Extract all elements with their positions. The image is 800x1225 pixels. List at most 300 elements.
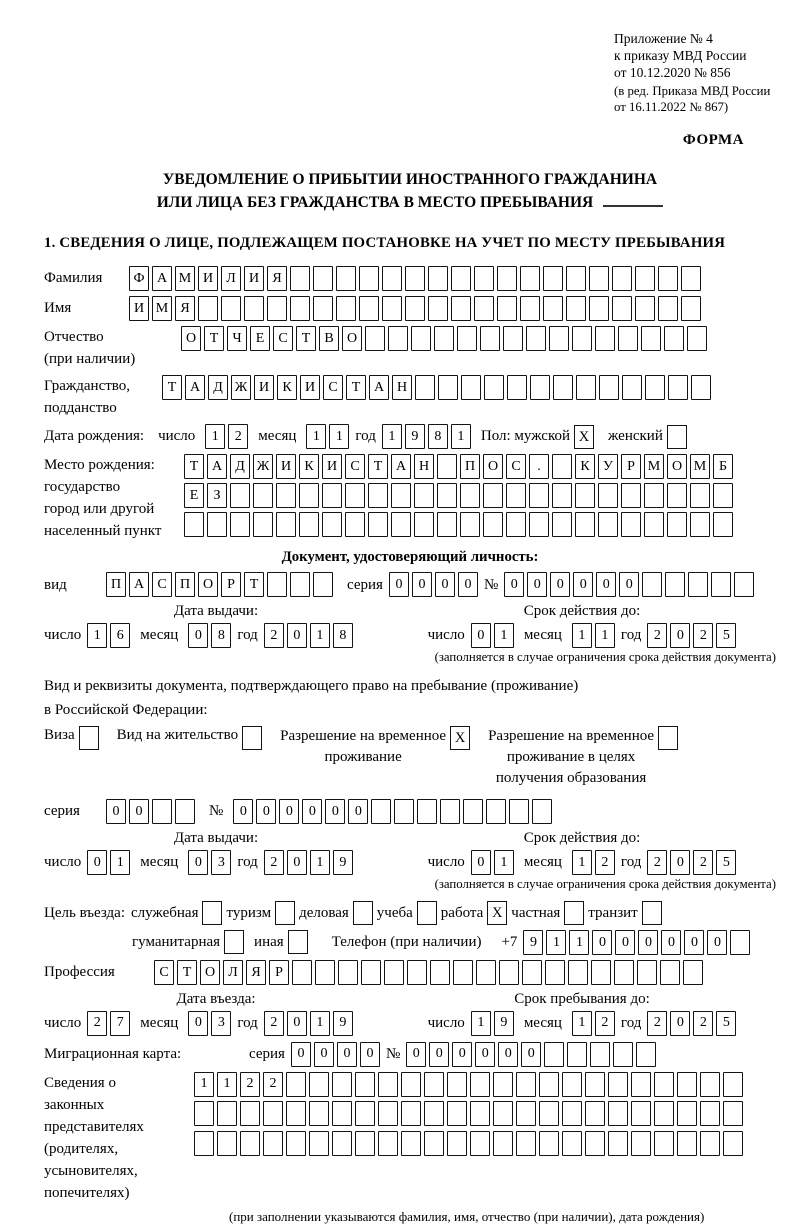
char-cell[interactable]: Л <box>223 960 243 985</box>
char-cell[interactable] <box>405 266 425 291</box>
stay-expiry-day-cells[interactable] <box>471 850 514 875</box>
char-cell[interactable] <box>681 266 701 291</box>
char-cell[interactable]: 0 <box>256 799 276 824</box>
char-cell[interactable] <box>589 266 609 291</box>
char-cell[interactable] <box>407 960 427 985</box>
char-cell[interactable] <box>506 512 526 537</box>
char-cell[interactable] <box>589 296 609 321</box>
char-cell[interactable] <box>552 512 572 537</box>
char-cell[interactable] <box>476 960 496 985</box>
char-cell[interactable] <box>332 1101 352 1126</box>
char-cell[interactable] <box>470 1101 490 1126</box>
char-cell[interactable]: 1 <box>382 424 402 449</box>
char-cell[interactable] <box>529 483 549 508</box>
char-cell[interactable]: О <box>181 326 201 351</box>
char-cell[interactable] <box>152 799 172 824</box>
char-cell[interactable]: С <box>345 454 365 479</box>
checkbox-female[interactable] <box>667 425 687 449</box>
char-cell[interactable]: 0 <box>638 930 658 955</box>
char-cell[interactable]: А <box>207 454 227 479</box>
char-cell[interactable] <box>483 512 503 537</box>
char-cell[interactable]: 0 <box>471 850 491 875</box>
char-cell[interactable] <box>598 512 618 537</box>
char-cell[interactable] <box>530 375 550 400</box>
char-cell[interactable] <box>677 1101 697 1126</box>
char-cell[interactable]: 1 <box>329 424 349 449</box>
char-cell[interactable] <box>267 296 287 321</box>
char-cell[interactable]: 2 <box>87 1011 107 1036</box>
char-cell[interactable] <box>585 1131 605 1156</box>
char-cell[interactable] <box>382 266 402 291</box>
char-cell[interactable]: И <box>276 454 296 479</box>
char-cell[interactable] <box>453 960 473 985</box>
char-cell[interactable]: 0 <box>233 799 253 824</box>
char-cell[interactable]: 2 <box>240 1072 260 1097</box>
migcard-series-cells[interactable] <box>291 1042 380 1067</box>
char-cell[interactable] <box>263 1131 283 1156</box>
representatives-row2-cells[interactable] <box>194 1101 743 1126</box>
char-cell[interactable]: 1 <box>451 424 471 449</box>
char-cell[interactable] <box>631 1131 651 1156</box>
char-cell[interactable]: Д <box>208 375 228 400</box>
char-cell[interactable]: 1 <box>572 1011 592 1036</box>
char-cell[interactable] <box>493 1101 513 1126</box>
char-cell[interactable] <box>460 483 480 508</box>
char-cell[interactable] <box>543 266 563 291</box>
char-cell[interactable]: 0 <box>670 623 690 648</box>
char-cell[interactable] <box>711 572 731 597</box>
char-cell[interactable] <box>461 375 481 400</box>
char-cell[interactable] <box>660 960 680 985</box>
char-cell[interactable]: 2 <box>693 623 713 648</box>
char-cell[interactable] <box>470 1072 490 1097</box>
char-cell[interactable] <box>424 1072 444 1097</box>
char-cell[interactable]: 2 <box>693 850 713 875</box>
char-cell[interactable]: 0 <box>287 1011 307 1036</box>
char-cell[interactable] <box>529 512 549 537</box>
char-cell[interactable] <box>355 1131 375 1156</box>
checkbox-purpose-study[interactable] <box>417 901 437 925</box>
char-cell[interactable]: 0 <box>573 572 593 597</box>
stay-series-cells[interactable] <box>106 799 195 824</box>
char-cell[interactable] <box>608 1072 628 1097</box>
char-cell[interactable] <box>378 1072 398 1097</box>
char-cell[interactable]: 0 <box>348 799 368 824</box>
char-cell[interactable]: 2 <box>228 424 248 449</box>
checkbox-purpose-work[interactable]: X <box>487 901 507 925</box>
birth-day-cells[interactable] <box>205 424 248 449</box>
char-cell[interactable] <box>394 799 414 824</box>
char-cell[interactable]: 1 <box>569 930 589 955</box>
char-cell[interactable] <box>415 375 435 400</box>
stay-expiry-year-cells[interactable] <box>647 850 736 875</box>
char-cell[interactable] <box>437 483 457 508</box>
birthplace-row3-cells[interactable] <box>184 512 733 537</box>
char-cell[interactable] <box>401 1101 421 1126</box>
char-cell[interactable] <box>516 1072 536 1097</box>
char-cell[interactable] <box>267 572 287 597</box>
char-cell[interactable]: Т <box>162 375 182 400</box>
char-cell[interactable] <box>336 296 356 321</box>
char-cell[interactable] <box>309 1072 329 1097</box>
char-cell[interactable]: 0 <box>188 623 208 648</box>
char-cell[interactable]: 0 <box>337 1042 357 1067</box>
id-expiry-year-cells[interactable] <box>647 623 736 648</box>
char-cell[interactable] <box>440 799 460 824</box>
char-cell[interactable]: С <box>273 326 293 351</box>
char-cell[interactable] <box>503 326 523 351</box>
char-cell[interactable]: 0 <box>521 1042 541 1067</box>
char-cell[interactable]: 2 <box>264 1011 284 1036</box>
char-cell[interactable] <box>543 296 563 321</box>
char-cell[interactable]: 0 <box>389 572 409 597</box>
checkbox-purpose-private[interactable] <box>564 901 584 925</box>
char-cell[interactable] <box>240 1101 260 1126</box>
char-cell[interactable] <box>451 296 471 321</box>
char-cell[interactable]: 1 <box>205 424 225 449</box>
char-cell[interactable]: 0 <box>87 850 107 875</box>
char-cell[interactable] <box>430 960 450 985</box>
char-cell[interactable]: 8 <box>211 623 231 648</box>
char-cell[interactable] <box>509 799 529 824</box>
char-cell[interactable]: С <box>154 960 174 985</box>
char-cell[interactable] <box>322 483 342 508</box>
char-cell[interactable] <box>636 1042 656 1067</box>
char-cell[interactable] <box>595 326 615 351</box>
char-cell[interactable] <box>614 960 634 985</box>
char-cell[interactable] <box>667 512 687 537</box>
char-cell[interactable] <box>562 1101 582 1126</box>
char-cell[interactable]: 0 <box>429 1042 449 1067</box>
char-cell[interactable]: А <box>185 375 205 400</box>
char-cell[interactable]: М <box>175 266 195 291</box>
char-cell[interactable] <box>568 960 588 985</box>
char-cell[interactable] <box>240 1131 260 1156</box>
char-cell[interactable]: Т <box>204 326 224 351</box>
char-cell[interactable]: М <box>644 454 664 479</box>
char-cell[interactable] <box>315 960 335 985</box>
char-cell[interactable]: 0 <box>435 572 455 597</box>
char-cell[interactable]: Л <box>221 266 241 291</box>
char-cell[interactable] <box>401 1072 421 1097</box>
char-cell[interactable]: 1 <box>306 424 326 449</box>
char-cell[interactable]: 2 <box>693 1011 713 1036</box>
char-cell[interactable] <box>382 296 402 321</box>
char-cell[interactable] <box>562 1131 582 1156</box>
char-cell[interactable]: 0 <box>291 1042 311 1067</box>
char-cell[interactable] <box>700 1101 720 1126</box>
char-cell[interactable] <box>447 1072 467 1097</box>
char-cell[interactable] <box>713 512 733 537</box>
char-cell[interactable] <box>417 799 437 824</box>
char-cell[interactable] <box>637 960 657 985</box>
char-cell[interactable]: Т <box>368 454 388 479</box>
char-cell[interactable] <box>575 483 595 508</box>
char-cell[interactable]: У <box>598 454 618 479</box>
representatives-row1-cells[interactable] <box>194 1072 743 1097</box>
char-cell[interactable] <box>552 454 572 479</box>
char-cell[interactable] <box>539 1072 559 1097</box>
checkbox-residence-permit[interactable] <box>242 726 262 750</box>
char-cell[interactable]: 1 <box>494 623 514 648</box>
char-cell[interactable] <box>474 266 494 291</box>
char-cell[interactable]: 5 <box>716 1011 736 1036</box>
char-cell[interactable]: 0 <box>707 930 727 955</box>
char-cell[interactable] <box>576 375 596 400</box>
migcard-number-cells[interactable] <box>406 1042 656 1067</box>
char-cell[interactable]: О <box>198 572 218 597</box>
char-cell[interactable] <box>549 326 569 351</box>
char-cell[interactable]: 2 <box>264 623 284 648</box>
char-cell[interactable]: 2 <box>595 1011 615 1036</box>
checkbox-purpose-business[interactable] <box>353 901 373 925</box>
char-cell[interactable]: А <box>391 454 411 479</box>
char-cell[interactable] <box>522 960 542 985</box>
stay-until-year-cells[interactable] <box>647 1011 736 1036</box>
char-cell[interactable] <box>591 960 611 985</box>
id-issue-day-cells[interactable] <box>87 623 130 648</box>
char-cell[interactable] <box>641 326 661 351</box>
char-cell[interactable] <box>286 1131 306 1156</box>
char-cell[interactable] <box>184 512 204 537</box>
char-cell[interactable] <box>322 512 342 537</box>
stay-issue-month-cells[interactable] <box>188 850 231 875</box>
char-cell[interactable]: 1 <box>310 850 330 875</box>
char-cell[interactable] <box>658 266 678 291</box>
char-cell[interactable] <box>460 512 480 537</box>
char-cell[interactable] <box>411 326 431 351</box>
char-cell[interactable] <box>474 296 494 321</box>
char-cell[interactable] <box>690 512 710 537</box>
char-cell[interactable] <box>438 375 458 400</box>
char-cell[interactable]: В <box>319 326 339 351</box>
char-cell[interactable] <box>414 512 434 537</box>
char-cell[interactable] <box>612 266 632 291</box>
char-cell[interactable]: Ф <box>129 266 149 291</box>
char-cell[interactable] <box>493 1131 513 1156</box>
char-cell[interactable] <box>217 1131 237 1156</box>
char-cell[interactable]: Ж <box>231 375 251 400</box>
char-cell[interactable] <box>516 1101 536 1126</box>
char-cell[interactable] <box>635 296 655 321</box>
char-cell[interactable]: 0 <box>106 799 126 824</box>
char-cell[interactable]: М <box>152 296 172 321</box>
char-cell[interactable] <box>309 1131 329 1156</box>
char-cell[interactable] <box>359 266 379 291</box>
char-cell[interactable] <box>723 1072 743 1097</box>
char-cell[interactable]: И <box>198 266 218 291</box>
char-cell[interactable]: О <box>483 454 503 479</box>
char-cell[interactable] <box>457 326 477 351</box>
char-cell[interactable]: 9 <box>523 930 543 955</box>
char-cell[interactable] <box>598 483 618 508</box>
char-cell[interactable]: Я <box>267 266 287 291</box>
char-cell[interactable] <box>520 296 540 321</box>
char-cell[interactable] <box>665 572 685 597</box>
char-cell[interactable] <box>290 572 310 597</box>
checkbox-male[interactable]: X <box>574 425 594 449</box>
char-cell[interactable]: 1 <box>217 1072 237 1097</box>
char-cell[interactable] <box>618 326 638 351</box>
char-cell[interactable]: 8 <box>333 623 353 648</box>
char-cell[interactable] <box>345 483 365 508</box>
char-cell[interactable] <box>424 1101 444 1126</box>
char-cell[interactable] <box>723 1101 743 1126</box>
surname-cells[interactable] <box>129 266 701 291</box>
char-cell[interactable] <box>654 1101 674 1126</box>
char-cell[interactable]: 1 <box>572 850 592 875</box>
char-cell[interactable] <box>734 572 754 597</box>
char-cell[interactable] <box>681 296 701 321</box>
char-cell[interactable]: Е <box>184 483 204 508</box>
char-cell[interactable]: Т <box>244 572 264 597</box>
char-cell[interactable] <box>622 375 642 400</box>
char-cell[interactable] <box>299 512 319 537</box>
char-cell[interactable] <box>613 1042 633 1067</box>
char-cell[interactable] <box>566 296 586 321</box>
char-cell[interactable] <box>345 512 365 537</box>
char-cell[interactable] <box>361 960 381 985</box>
char-cell[interactable]: 9 <box>333 1011 353 1036</box>
char-cell[interactable]: И <box>300 375 320 400</box>
char-cell[interactable] <box>621 483 641 508</box>
char-cell[interactable] <box>631 1101 651 1126</box>
char-cell[interactable]: 3 <box>211 1011 231 1036</box>
checkbox-purpose-other[interactable] <box>288 930 308 954</box>
char-cell[interactable]: 0 <box>619 572 639 597</box>
char-cell[interactable]: 8 <box>428 424 448 449</box>
char-cell[interactable]: 0 <box>471 623 491 648</box>
char-cell[interactable]: 1 <box>471 1011 491 1036</box>
char-cell[interactable] <box>309 1101 329 1126</box>
char-cell[interactable]: Ч <box>227 326 247 351</box>
char-cell[interactable] <box>552 483 572 508</box>
char-cell[interactable]: 0 <box>412 572 432 597</box>
char-cell[interactable]: 7 <box>110 1011 130 1036</box>
char-cell[interactable] <box>520 266 540 291</box>
entry-month-cells[interactable] <box>188 1011 231 1036</box>
char-cell[interactable]: 0 <box>188 1011 208 1036</box>
char-cell[interactable]: 0 <box>406 1042 426 1067</box>
char-cell[interactable]: 1 <box>87 623 107 648</box>
stay-number-cells[interactable] <box>233 799 552 824</box>
stay-expiry-month-cells[interactable] <box>572 850 615 875</box>
char-cell[interactable]: 0 <box>475 1042 495 1067</box>
char-cell[interactable] <box>424 1131 444 1156</box>
char-cell[interactable] <box>463 799 483 824</box>
char-cell[interactable] <box>539 1131 559 1156</box>
char-cell[interactable] <box>253 483 273 508</box>
char-cell[interactable] <box>506 483 526 508</box>
char-cell[interactable] <box>207 512 227 537</box>
char-cell[interactable] <box>355 1072 375 1097</box>
char-cell[interactable] <box>497 266 517 291</box>
char-cell[interactable] <box>368 483 388 508</box>
char-cell[interactable]: 1 <box>595 623 615 648</box>
char-cell[interactable] <box>658 296 678 321</box>
char-cell[interactable]: Д <box>230 454 250 479</box>
birth-month-cells[interactable] <box>306 424 349 449</box>
char-cell[interactable] <box>230 483 250 508</box>
char-cell[interactable] <box>414 483 434 508</box>
char-cell[interactable]: З <box>207 483 227 508</box>
char-cell[interactable] <box>365 326 385 351</box>
char-cell[interactable] <box>194 1131 214 1156</box>
char-cell[interactable] <box>486 799 506 824</box>
char-cell[interactable]: 0 <box>302 799 322 824</box>
char-cell[interactable]: 2 <box>595 850 615 875</box>
char-cell[interactable] <box>532 799 552 824</box>
char-cell[interactable] <box>378 1131 398 1156</box>
char-cell[interactable] <box>621 512 641 537</box>
char-cell[interactable] <box>553 375 573 400</box>
char-cell[interactable] <box>198 296 218 321</box>
char-cell[interactable] <box>654 1072 674 1097</box>
char-cell[interactable] <box>664 326 684 351</box>
representatives-row3-cells[interactable] <box>194 1131 743 1156</box>
char-cell[interactable] <box>263 1101 283 1126</box>
char-cell[interactable]: О <box>342 326 362 351</box>
char-cell[interactable] <box>572 326 592 351</box>
char-cell[interactable] <box>645 375 665 400</box>
char-cell[interactable] <box>499 960 519 985</box>
id-series-cells[interactable] <box>389 572 478 597</box>
char-cell[interactable] <box>434 326 454 351</box>
char-cell[interactable] <box>276 483 296 508</box>
char-cell[interactable]: И <box>322 454 342 479</box>
char-cell[interactable] <box>700 1072 720 1097</box>
id-issue-month-cells[interactable] <box>188 623 231 648</box>
patronymic-cells[interactable] <box>181 326 707 351</box>
char-cell[interactable]: 0 <box>287 623 307 648</box>
char-cell[interactable]: . <box>529 454 549 479</box>
char-cell[interactable]: 0 <box>360 1042 380 1067</box>
char-cell[interactable] <box>562 1072 582 1097</box>
char-cell[interactable] <box>700 1131 720 1156</box>
char-cell[interactable] <box>371 799 391 824</box>
char-cell[interactable] <box>175 799 195 824</box>
char-cell[interactable]: 2 <box>647 623 667 648</box>
char-cell[interactable] <box>253 512 273 537</box>
char-cell[interactable]: 0 <box>527 572 547 597</box>
char-cell[interactable]: А <box>369 375 389 400</box>
char-cell[interactable] <box>401 1131 421 1156</box>
char-cell[interactable]: С <box>323 375 343 400</box>
char-cell[interactable]: Т <box>296 326 316 351</box>
char-cell[interactable] <box>437 512 457 537</box>
profession-cells[interactable] <box>154 960 703 985</box>
char-cell[interactable] <box>585 1101 605 1126</box>
char-cell[interactable] <box>276 512 296 537</box>
char-cell[interactable] <box>391 512 411 537</box>
char-cell[interactable] <box>575 512 595 537</box>
char-cell[interactable] <box>447 1101 467 1126</box>
char-cell[interactable]: И <box>254 375 274 400</box>
char-cell[interactable] <box>493 1072 513 1097</box>
char-cell[interactable]: Т <box>346 375 366 400</box>
char-cell[interactable] <box>437 454 457 479</box>
char-cell[interactable] <box>359 296 379 321</box>
entry-year-cells[interactable] <box>264 1011 353 1036</box>
char-cell[interactable] <box>642 572 662 597</box>
char-cell[interactable]: 0 <box>498 1042 518 1067</box>
char-cell[interactable]: Т <box>177 960 197 985</box>
char-cell[interactable] <box>405 296 425 321</box>
char-cell[interactable]: 1 <box>194 1072 214 1097</box>
char-cell[interactable]: 3 <box>211 850 231 875</box>
char-cell[interactable] <box>612 296 632 321</box>
char-cell[interactable]: И <box>129 296 149 321</box>
